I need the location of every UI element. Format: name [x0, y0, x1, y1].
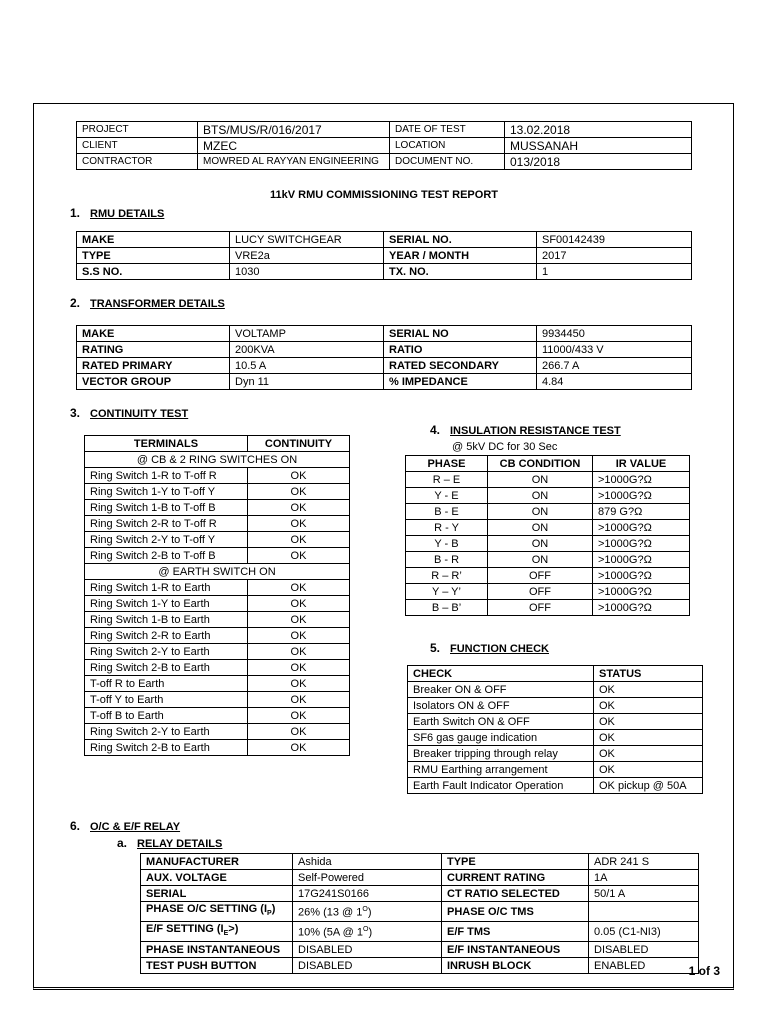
- ir-value-cell: >1000G?Ω: [593, 488, 690, 504]
- cb-condition-cell: ON: [488, 504, 593, 520]
- table-row: [406, 552, 690, 568]
- table-row: [85, 612, 350, 628]
- table-row: [85, 660, 350, 676]
- table-row: [141, 902, 699, 922]
- field-value: 2017: [537, 248, 692, 264]
- terminal-cell: T-off Y to Earth: [85, 692, 248, 708]
- section-3-number: 3.: [70, 406, 81, 420]
- field-value: ADR 241 S: [589, 854, 699, 870]
- phase-cell: R – R’: [406, 568, 488, 584]
- phase-cell: Y – Y’: [406, 584, 488, 600]
- field-label: SERIAL: [141, 886, 293, 902]
- terminal-cell: Ring Switch 1-B to Earth: [85, 612, 248, 628]
- section-2-number: 2.: [70, 296, 81, 310]
- field-label: TEST PUSH BUTTON: [141, 958, 293, 974]
- column-header: STATUS: [594, 666, 703, 682]
- ir-test-condition: @ 5kV DC for 30 Sec: [452, 441, 558, 453]
- report-title: 11kV RMU COMMISSIONING TEST REPORT: [270, 189, 498, 201]
- continuity-cell: OK: [248, 484, 350, 500]
- table-row: [77, 326, 692, 342]
- ir-value-cell: >1000G?Ω: [593, 584, 690, 600]
- field-label: VECTOR GROUP: [77, 374, 230, 390]
- header-value: MZEC: [198, 138, 390, 154]
- continuity-cell: OK: [248, 644, 350, 660]
- table-row: [408, 698, 703, 714]
- continuity-cell: OK: [248, 740, 350, 756]
- field-label: RATED SECONDARY: [384, 358, 537, 374]
- field-value: Self-Powered: [293, 870, 442, 886]
- section-6a-label: RELAY DETAILS: [137, 838, 223, 850]
- check-cell: Earth Switch ON & OFF: [408, 714, 594, 730]
- field-label: MANUFACTURER: [141, 854, 293, 870]
- header-value: 13.02.2018: [505, 122, 692, 138]
- section-3-heading: [70, 406, 188, 420]
- table-row: [406, 488, 690, 504]
- table-row: [85, 628, 350, 644]
- continuity-cell: OK: [248, 468, 350, 484]
- field-value: 9934450: [537, 326, 692, 342]
- header-row: [77, 154, 692, 170]
- status-cell: OK: [594, 714, 703, 730]
- group-label: @ EARTH SWITCH ON: [85, 564, 350, 580]
- field-value: ENABLED: [589, 958, 699, 974]
- table-row: [77, 248, 692, 264]
- field-label: RATING: [77, 342, 230, 358]
- status-cell: OK: [594, 698, 703, 714]
- ir-value-cell: >1000G?Ω: [593, 552, 690, 568]
- field-value: 26% (13 @ $1^O$): [293, 902, 442, 922]
- terminal-cell: T-off B to Earth: [85, 708, 248, 724]
- field-label: E/F TMS: [442, 922, 589, 942]
- phase-cell: Y - B: [406, 536, 488, 552]
- section-6-label: O/C & E/F RELAY: [90, 821, 181, 833]
- table-row: [406, 520, 690, 536]
- field-label: PHASE INSTANTANEOUS: [141, 942, 293, 958]
- insulation-resistance-table: [405, 455, 690, 616]
- field-value: DISABLED: [589, 942, 699, 958]
- phase-cell: R – E: [406, 472, 488, 488]
- table-row: [85, 484, 350, 500]
- field-label: MAKE: [77, 326, 230, 342]
- field-value: 1: [537, 264, 692, 280]
- check-cell: RMU Earthing arrangement: [408, 762, 594, 778]
- field-value: 10.5 A: [230, 358, 384, 374]
- table-row: [408, 746, 703, 762]
- continuity-cell: OK: [248, 548, 350, 564]
- section-5-label: FUNCTION CHECK: [450, 643, 549, 655]
- field-label: YEAR / MONTH: [384, 248, 537, 264]
- terminal-cell: Ring Switch 1-R to Earth: [85, 580, 248, 596]
- field-value: 10% (5A @ $1^O$): [293, 922, 442, 942]
- table-row: [408, 682, 703, 698]
- status-cell: OK: [594, 746, 703, 762]
- field-label: AUX. VOLTAGE: [141, 870, 293, 886]
- field-value: DISABLED: [293, 942, 442, 958]
- table-row: [141, 854, 699, 870]
- continuity-cell: OK: [248, 628, 350, 644]
- table-header-row: [406, 456, 690, 472]
- table-row: [85, 532, 350, 548]
- cb-condition-cell: ON: [488, 488, 593, 504]
- ir-value-cell: >1000G?Ω: [593, 520, 690, 536]
- table-row: [77, 342, 692, 358]
- field-value: SF00142439: [537, 232, 692, 248]
- function-check-table: [407, 665, 703, 794]
- table-row: [408, 778, 703, 794]
- status-cell: OK: [594, 682, 703, 698]
- field-value: LUCY SWITCHGEAR: [230, 232, 384, 248]
- ir-value-cell: >1000G?Ω: [593, 472, 690, 488]
- table-row: [408, 714, 703, 730]
- check-cell: SF6 gas gauge indication: [408, 730, 594, 746]
- continuity-cell: OK: [248, 596, 350, 612]
- field-label: PHASE O/C SETTING $(I_P)$: [141, 902, 293, 922]
- terminal-cell: Ring Switch 1-R to T-off R: [85, 468, 248, 484]
- table-header-row: [85, 436, 350, 452]
- ir-value-cell: 879 G?Ω: [593, 504, 690, 520]
- phase-cell: B - R: [406, 552, 488, 568]
- section-1-heading: [70, 206, 164, 220]
- column-header: PHASE: [406, 456, 488, 472]
- header-value: MUSSANAH: [505, 138, 692, 154]
- continuity-cell: OK: [248, 692, 350, 708]
- section-4-heading: [430, 423, 621, 437]
- header-value: 013/2018: [505, 154, 692, 170]
- terminal-cell: Ring Switch 1-Y to T-off Y: [85, 484, 248, 500]
- cb-condition-cell: OFF: [488, 600, 593, 616]
- field-label: RATIO: [384, 342, 537, 358]
- field-value: VOLTAMP: [230, 326, 384, 342]
- column-header: CB CONDITION: [488, 456, 593, 472]
- terminal-cell: Ring Switch 2-Y to Earth: [85, 644, 248, 660]
- table-row: [406, 568, 690, 584]
- column-header: CHECK: [408, 666, 594, 682]
- section-4-number: 4.: [430, 423, 441, 437]
- table-row: [85, 644, 350, 660]
- field-label: TX. NO.: [384, 264, 537, 280]
- group-label: @ CB & 2 RING SWITCHES ON: [85, 452, 350, 468]
- column-header: CONTINUITY: [248, 436, 350, 452]
- field-value: 266.7 A: [537, 358, 692, 374]
- field-label: S.S NO.: [77, 264, 230, 280]
- field-label: TYPE: [442, 854, 589, 870]
- terminal-cell: Ring Switch 2-Y to Earth: [85, 724, 248, 740]
- continuity-cell: OK: [248, 516, 350, 532]
- header-row: [77, 138, 692, 154]
- terminal-cell: Ring Switch 2-Y to T-off Y: [85, 532, 248, 548]
- field-label: CT RATIO SELECTED: [442, 886, 589, 902]
- header-label: LOCATION: [390, 138, 505, 154]
- section-1-number: 1.: [70, 206, 81, 220]
- section-6a-heading: [117, 836, 222, 850]
- continuity-cell: OK: [248, 708, 350, 724]
- table-row: [406, 472, 690, 488]
- field-value: DISABLED: [293, 958, 442, 974]
- field-label: SERIAL NO: [384, 326, 537, 342]
- cb-condition-cell: OFF: [488, 568, 593, 584]
- table-row: [85, 740, 350, 756]
- group-row: [85, 564, 350, 580]
- header-value: MOWRED AL RAYYAN ENGINEERING: [198, 154, 390, 170]
- field-label: TYPE: [77, 248, 230, 264]
- ir-value-cell: >1000G?Ω: [593, 536, 690, 552]
- field-label: E/F INSTANTANEOUS: [442, 942, 589, 958]
- phase-cell: Y - E: [406, 488, 488, 504]
- page-number: 1 of 3: [688, 964, 720, 978]
- continuity-cell: OK: [248, 660, 350, 676]
- field-value: Dyn 11: [230, 374, 384, 390]
- column-header: IR VALUE: [593, 456, 690, 472]
- column-header: TERMINALS: [85, 436, 248, 452]
- cb-condition-cell: ON: [488, 536, 593, 552]
- field-value: 11000/433 V: [537, 342, 692, 358]
- terminal-cell: Ring Switch 2-B to T-off B: [85, 548, 248, 564]
- terminal-cell: Ring Switch 2-R to T-off R: [85, 516, 248, 532]
- continuity-test-table: [84, 435, 350, 756]
- table-row: [408, 730, 703, 746]
- table-row: [141, 942, 699, 958]
- table-row: [85, 548, 350, 564]
- cb-condition-cell: ON: [488, 472, 593, 488]
- terminal-cell: Ring Switch 2-B to Earth: [85, 660, 248, 676]
- check-cell: Breaker tripping through relay: [408, 746, 594, 762]
- field-label: CURRENT RATING: [442, 870, 589, 886]
- continuity-cell: OK: [248, 500, 350, 516]
- check-cell: Isolators ON & OFF: [408, 698, 594, 714]
- table-row: [406, 536, 690, 552]
- section-2-heading: [70, 296, 225, 310]
- cb-condition-cell: ON: [488, 520, 593, 536]
- field-value: 200KVA: [230, 342, 384, 358]
- table-row: [85, 708, 350, 724]
- table-row: [77, 264, 692, 280]
- section-4-label: INSULATION RESISTANCE TEST: [450, 425, 621, 437]
- field-label: PHASE O/C TMS: [442, 902, 589, 922]
- field-label: MAKE: [77, 232, 230, 248]
- field-label: E/F SETTING $(I_E>)$: [141, 922, 293, 942]
- status-cell: OK: [594, 762, 703, 778]
- section-3-label: CONTINUITY TEST: [90, 408, 189, 420]
- field-label: INRUSH BLOCK: [442, 958, 589, 974]
- table-row: [85, 516, 350, 532]
- rmu-details-table: [76, 231, 692, 280]
- continuity-cell: OK: [248, 676, 350, 692]
- table-row: [406, 584, 690, 600]
- table-row: [141, 922, 699, 942]
- field-value: 50/1 A: [589, 886, 699, 902]
- table-row: [77, 232, 692, 248]
- section-2-label: TRANSFORMER DETAILS: [90, 298, 225, 310]
- field-label: SERIAL NO.: [384, 232, 537, 248]
- field-value: 4.84: [537, 374, 692, 390]
- header-label: CLIENT: [77, 138, 198, 154]
- section-6-number: 6.: [70, 819, 81, 833]
- group-row: [85, 452, 350, 468]
- phase-cell: R - Y: [406, 520, 488, 536]
- table-row: [141, 870, 699, 886]
- header-row: [77, 122, 692, 138]
- table-row: [406, 504, 690, 520]
- table-row: [406, 600, 690, 616]
- section-6a-number: a.: [117, 836, 128, 850]
- header-value: BTS/MUS/R/016/2017: [198, 122, 390, 138]
- section-6-heading: [70, 819, 180, 833]
- table-header-row: [408, 666, 703, 682]
- header-label: PROJECT: [77, 122, 198, 138]
- header-label: DATE OF TEST: [390, 122, 505, 138]
- section-5-heading: [430, 641, 549, 655]
- table-row: [85, 676, 350, 692]
- table-row: [77, 358, 692, 374]
- field-value: 0.05 (C1-NI3): [589, 922, 699, 942]
- phase-cell: B – B’: [406, 600, 488, 616]
- section-1-label: RMU DETAILS: [90, 208, 165, 220]
- status-cell: OK: [594, 730, 703, 746]
- field-value: [589, 902, 699, 922]
- table-row: [141, 958, 699, 974]
- ir-value-cell: >1000G?Ω: [593, 568, 690, 584]
- table-row: [85, 724, 350, 740]
- header-label: CONTRACTOR: [77, 154, 198, 170]
- continuity-cell: OK: [248, 532, 350, 548]
- field-label: % IMPEDANCE: [384, 374, 537, 390]
- cb-condition-cell: ON: [488, 552, 593, 568]
- field-value: Ashida: [293, 854, 442, 870]
- relay-details-table: [140, 853, 699, 974]
- terminal-cell: Ring Switch 2-R to Earth: [85, 628, 248, 644]
- status-cell: OK pickup @ 50A: [594, 778, 703, 794]
- check-cell: Earth Fault Indicator Operation: [408, 778, 594, 794]
- table-row: [85, 596, 350, 612]
- continuity-cell: OK: [248, 580, 350, 596]
- table-row: [85, 580, 350, 596]
- terminal-cell: Ring Switch 2-B to Earth: [85, 740, 248, 756]
- continuity-cell: OK: [248, 612, 350, 628]
- table-row: [77, 374, 692, 390]
- transformer-details-table: [76, 325, 692, 390]
- ir-value-cell: >1000G?Ω: [593, 600, 690, 616]
- phase-cell: B - E: [406, 504, 488, 520]
- table-row: [85, 468, 350, 484]
- terminal-cell: T-off R to Earth: [85, 676, 248, 692]
- section-5-number: 5.: [430, 641, 441, 655]
- table-row: [408, 762, 703, 778]
- header-table: [76, 121, 692, 170]
- check-cell: Breaker ON & OFF: [408, 682, 594, 698]
- table-row: [85, 692, 350, 708]
- header-label: DOCUMENT NO.: [390, 154, 505, 170]
- continuity-cell: OK: [248, 724, 350, 740]
- field-value: 1030: [230, 264, 384, 280]
- field-value: 17G241S0166: [293, 886, 442, 902]
- field-value: 1A: [589, 870, 699, 886]
- terminal-cell: Ring Switch 1-B to T-off B: [85, 500, 248, 516]
- cb-condition-cell: OFF: [488, 584, 593, 600]
- field-label: RATED PRIMARY: [77, 358, 230, 374]
- terminal-cell: Ring Switch 1-Y to Earth: [85, 596, 248, 612]
- field-value: VRE2a: [230, 248, 384, 264]
- table-row: [141, 886, 699, 902]
- table-row: [85, 500, 350, 516]
